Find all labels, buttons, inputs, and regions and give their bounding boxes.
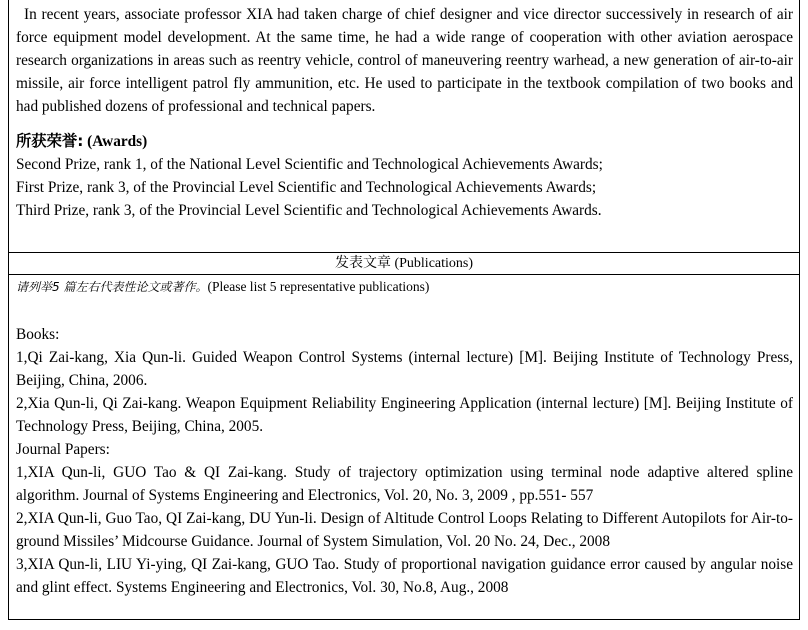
book-item-1: 1,Qi Zai-kang, Xia Qun-li. Guided Weapon Control Systems (internal lecture) [M]. Beijing Institute of Technology Press, Beijing, China, 2006. (16, 349, 793, 389)
awards-heading (16, 130, 793, 153)
intro-paragraph: In recent years, associate professor XIA had taken charge of chief designer and vice director successively in research of air force equipment model development. At the same time, he had a wide range of cooperation with other aviation aerospace research organizations in areas such as reentry vehicle, control of maneuvering reentry warhead, a new generation of air-to-air missile, air force intelligent patrol fly ammunition, etc. He used to participate in the textbook compilation of two books and had published dozens of professional and technical papers. (16, 6, 793, 115)
instruction-zh: 请列举5 篇左右代表性论文或著作。 (16, 280, 208, 294)
books-label: Books: (16, 326, 60, 343)
journal-item-3: 3,XIA Qun-li, LIU Yi-ying, QI Zai-kang, GUO Tao. Study of proportional navigation guidance error caused by angular noise and glint effect. Systems Engineering and Electronics, Vol. 30, No.8, Aug., 2008 (16, 556, 793, 596)
award-item-1: Second Prize, rank 1, of the National Level Scientific and Technological Achievements Awards; (16, 156, 603, 173)
awards-heading-en: (Awards) (83, 133, 148, 150)
journals-label: Journal Papers: (16, 441, 110, 458)
publications-instruction (16, 277, 793, 297)
publications-header: 发表文章 (Publications) (9, 252, 799, 275)
instruction-en: (Please list 5 representative publications) (207, 279, 430, 294)
journal-item-1: 1,XIA Qun-li, GUO Tao & QI Zai-kang. Study of trajectory optimization using terminal node adaptive altered spline algorithm. Journal of Systems Engineering and Electronics, Vol. 20, No. 3, 2009 , pp.551- 557 (16, 464, 793, 504)
award-item-3: Third Prize, rank 3, of the Provincial Level Scientific and Technological Achievements Awards. (16, 202, 602, 219)
awards-heading-zh: 所获荣誉: (16, 132, 84, 150)
award-item-2: First Prize, rank 3, of the Provincial Level Scientific and Technological Achievements Awards; (16, 179, 597, 196)
biography-cell (9, 0, 799, 252)
journal-item-2: 2,XIA Qun-li, Guo Tao, QI Zai-kang, DU Yun-li. Design of Altitude Control Loops Relating to Different Autopilots for Air-to-ground Missiles’ Midcourse Guidance. Journal of System Simulation, Vol. 20 No. 24, Dec., 2008 (16, 510, 793, 550)
document-table (8, 0, 800, 620)
publications-cell (9, 275, 799, 619)
book-item-2: 2,Xia Qun-li, Qi Zai-kang. Weapon Equipment Reliability Engineering Application (internal lecture) [M]. Beijing Institute of Technology Press, Beijing, China, 2005. (16, 395, 793, 435)
